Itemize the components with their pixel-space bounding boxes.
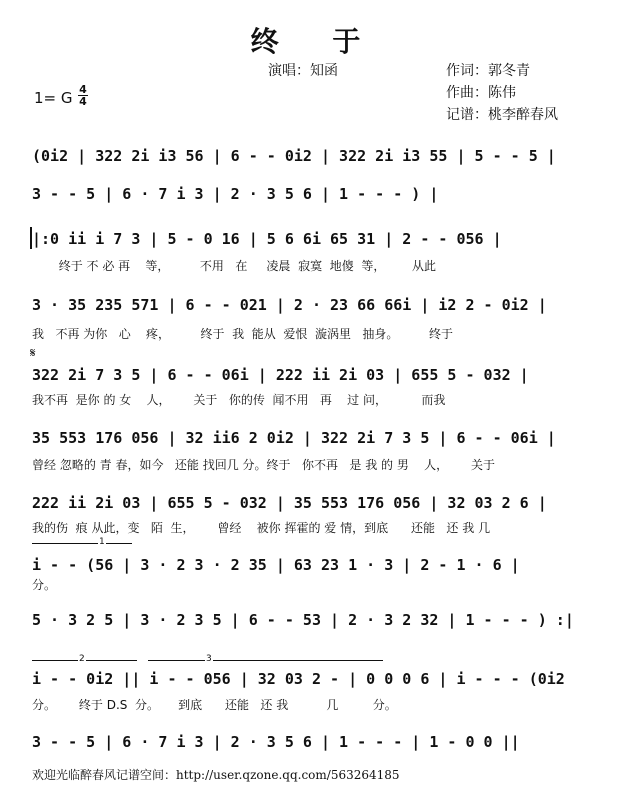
song-title: 终 于	[250, 25, 383, 58]
segno-sign: 𝄋	[30, 346, 36, 361]
volta-bracket-3	[148, 660, 383, 661]
score-row-3-lyrics: 终于 不 必 再 等， 不用 在 凌晨 寂寞 地傻 等， 从此	[32, 259, 437, 273]
score-row-11-notes: 3 - - 5 | 6 · 7 i 3 | 2 · 3 5 6 | 1 - - - | 1 - 0 0 ||	[32, 733, 520, 751]
time-signature-top: 4	[79, 83, 87, 96]
score-row-7-lyrics: 我的伤 痕 从此，变 陌 生， 曾经 被你 挥霍的 爱 情，到底 还能 还 我 几	[32, 521, 491, 535]
volta-label-3: 3	[206, 654, 212, 664]
key-signature: 1= G	[34, 89, 73, 107]
score-row-7-notes: 222 ii 2i 03 | 655 5 - 032 | 35 553 176 056 | 32 03 2 6 |	[32, 494, 547, 512]
score-row-10-notes: i - - 0i2 || i - - 056 | 32 03 2 - | 0 0 0 6 | i - - - (0i2	[32, 670, 565, 688]
score-row-8-notes: i - - (56 | 3 · 2 3 · 2 35 | 63 23 1 · 3 | 2 - 1 · 6 |	[32, 556, 520, 574]
transcriber-credit: 记谱：桃李醉春风	[446, 107, 558, 123]
score-row-1-notes: (0i2 | 322 2i i3 56 | 6 - - 0i2 | 322 2i i3 55 | 5 - - 5 |	[32, 147, 556, 165]
score-row-6-notes: 35 553 176 056 | 32 ii6 2 0i2 | 322 2i 7 3 5 | 6 - - 06i |	[32, 429, 556, 447]
composer-credit: 作曲：陈伟	[446, 85, 516, 101]
score-row-2-notes: 3 - - 5 | 6 · 7 i 3 | 2 · 3 5 6 | 1 - - - ) |	[32, 185, 439, 203]
footer-link-text: 欢迎光临醉春风记谱空间：http://user.qzone.qq.com/563264185	[32, 768, 400, 782]
singer-credit: 演唱：知函	[268, 63, 338, 79]
volta-bracket-1	[32, 543, 132, 544]
score-row-5-lyrics: 我不再 是你 的 女 人， 关于 你的传 闻不用 再 过 问， 而我	[32, 393, 446, 407]
score-row-4-lyrics: 我 不再 为你 心 疼， 终于 我 能从 爱恨 漩涡里 抽身。 终于	[32, 327, 453, 341]
lyricist-credit: 作词：郭冬青	[446, 63, 530, 79]
time-signature-bottom: 4	[79, 95, 87, 108]
volta-label-1: 1	[99, 537, 105, 547]
time-signature	[78, 84, 88, 107]
score-row-6-lyrics: 曾经 忽略的 青 春，如今 还能 找回几 分。终于 你不再 是 我 的 男 人， 关于	[32, 458, 495, 472]
score-row-10-lyrics: 分。 终于 D.S 分。 到底 还能 还 我 几 分。	[32, 698, 397, 712]
score-row-3-notes: |:0 ii i 7 3 | 5 - 0 16 | 5 6 6i 65 31 | 2 - - 056 |	[32, 230, 502, 248]
volta-label-2: 2	[79, 654, 85, 664]
score-row-8-lyrics: 分。	[32, 578, 57, 592]
score-row-9-notes: 5 · 3 2 5 | 3 · 2 3 5 | 6 - - 53 | 2 · 3 2 32 | 1 - - - ) :|	[32, 611, 574, 629]
score-row-4-notes: 3 · 35 235 571 | 6 - - 021 | 2 · 23 66 66i | i2 2 - 0i2 |	[32, 296, 547, 314]
score-row-5-notes: 322 2i 7 3 5 | 6 - - 06i | 222 ii 2i 03 | 655 5 - 032 |	[32, 366, 529, 384]
